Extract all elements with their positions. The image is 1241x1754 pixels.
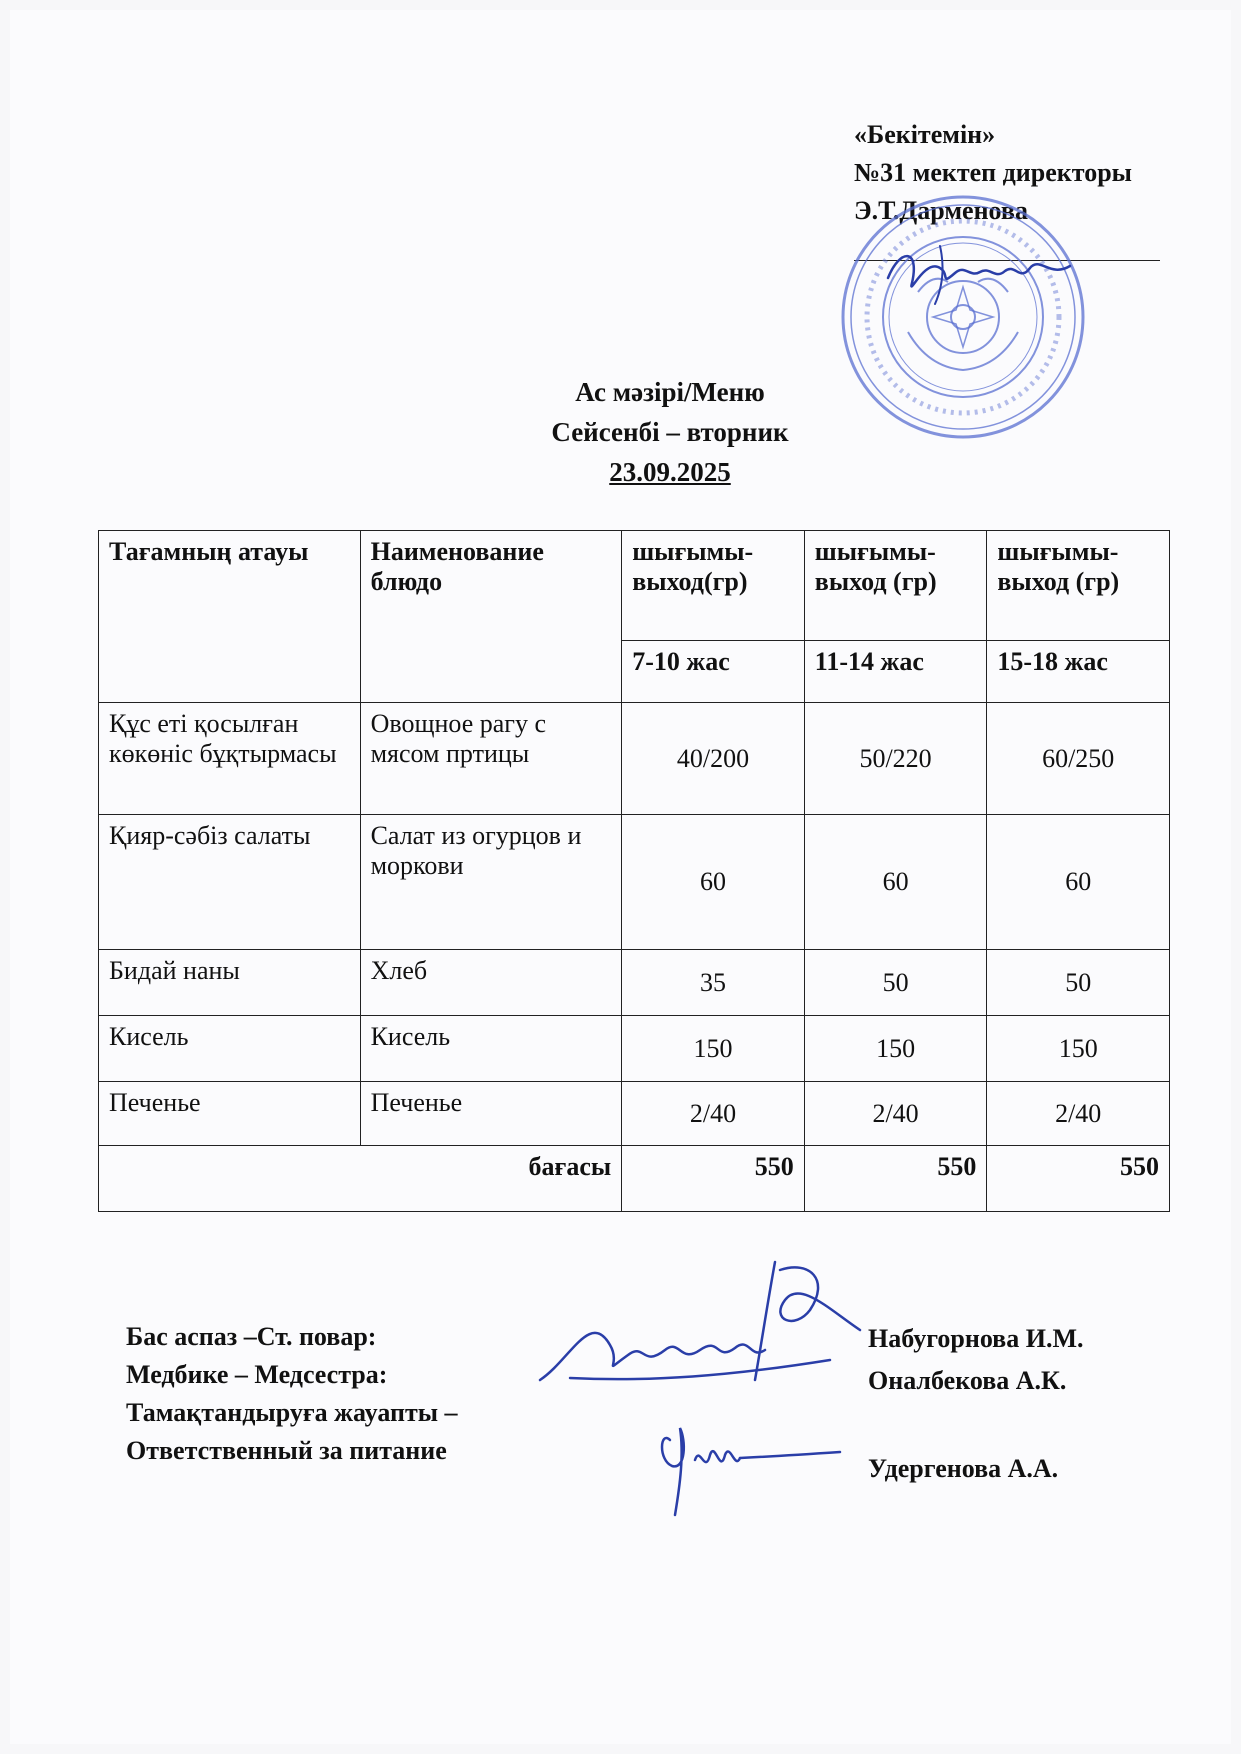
yield-value-1: 150: [622, 1016, 805, 1082]
yield-value-2: 50: [804, 950, 987, 1016]
total-value-3: 550: [987, 1146, 1170, 1212]
total-value-2: 550: [804, 1146, 987, 1212]
header-age-3: 15-18 жас: [987, 641, 1170, 703]
yield-value-2: 60: [804, 815, 987, 950]
dish-name-ru: Кисель: [360, 1016, 622, 1082]
table-row: [99, 950, 1170, 1016]
yield-value-3: 2/40: [987, 1082, 1170, 1146]
yield-value-1: 2/40: [622, 1082, 805, 1146]
staff-names: [868, 1318, 1084, 1490]
header-yield-3: шығымы-выход (гр): [987, 531, 1170, 641]
table-row: [99, 1082, 1170, 1146]
menu-title: Ас мәзірі/Меню: [575, 377, 765, 407]
dish-name-kz: Бидай наны: [99, 950, 361, 1016]
dish-name-kz: Құс еті қосылған көкөніс бұқтырмасы: [99, 703, 361, 815]
table-row: [99, 1016, 1170, 1082]
menu-day: Сейсенбі – вторник: [551, 417, 789, 447]
dish-name-kz: Кисель: [99, 1016, 361, 1082]
yield-value-3: 60/250: [987, 703, 1170, 815]
approval-line-1: «Бекітемін»: [854, 120, 996, 149]
name-nurse: Оналбекова А.К.: [868, 1366, 1067, 1395]
approval-line-3: Э.Т.Дарменова: [854, 196, 1028, 225]
role-nutrition-ru: Ответственный за питание: [126, 1436, 447, 1465]
dish-name-kz: Қияр-сәбіз салаты: [99, 815, 361, 950]
menu-title-block: [440, 372, 900, 492]
header-yield-2: шығымы-выход (гр): [804, 531, 987, 641]
dish-name-ru: Печенье: [360, 1082, 622, 1146]
role-nutrition-kz: Тамақтандыруға жауапты –: [126, 1398, 458, 1427]
yield-value-3: 150: [987, 1016, 1170, 1082]
total-row: [99, 1146, 1170, 1212]
total-value-1: 550: [622, 1146, 805, 1212]
role-head-cook: Бас аспаз –Ст. повар:: [126, 1322, 377, 1351]
table-row: [99, 703, 1170, 815]
total-label: бағасы: [99, 1146, 622, 1212]
header-age-1: 7-10 жас: [622, 641, 805, 703]
menu-table: [98, 530, 1170, 1212]
yield-value-3: 50: [987, 950, 1170, 1016]
role-nurse: Медбике – Медсестра:: [126, 1360, 388, 1389]
name-head-cook: Набугорнова И.М.: [868, 1324, 1084, 1353]
dish-name-ru: Овощное рагу с мясом пртицы: [360, 703, 622, 815]
header-name-ru: Наименование блюдо: [360, 531, 622, 703]
yield-value-2: 50/220: [804, 703, 987, 815]
header-yield-1: шығымы-выход(гр): [622, 531, 805, 641]
yield-value-2: 2/40: [804, 1082, 987, 1146]
header-name-kz: Тағамның атауы: [99, 531, 361, 703]
dish-name-ru: Хлеб: [360, 950, 622, 1016]
menu-date: 23.09.2025: [609, 457, 731, 487]
staff-signatures: [530, 1250, 870, 1400]
responsible-signature: [650, 1410, 850, 1520]
director-signature: [880, 238, 1080, 308]
approval-line-2: №31 мектеп директоры: [854, 158, 1132, 187]
header-age-2: 11-14 жас: [804, 641, 987, 703]
header-row: [99, 531, 1170, 641]
dish-name-kz: Печенье: [99, 1082, 361, 1146]
yield-value-1: 60: [622, 815, 805, 950]
yield-value-1: 35: [622, 950, 805, 1016]
yield-value-1: 40/200: [622, 703, 805, 815]
name-responsible: Удергенова А.А.: [868, 1454, 1059, 1483]
dish-name-ru: Салат из огурцов и моркови: [360, 815, 622, 950]
yield-value-3: 60: [987, 815, 1170, 950]
table-row: [99, 815, 1170, 950]
staff-roles: [126, 1318, 458, 1470]
yield-value-2: 150: [804, 1016, 987, 1082]
